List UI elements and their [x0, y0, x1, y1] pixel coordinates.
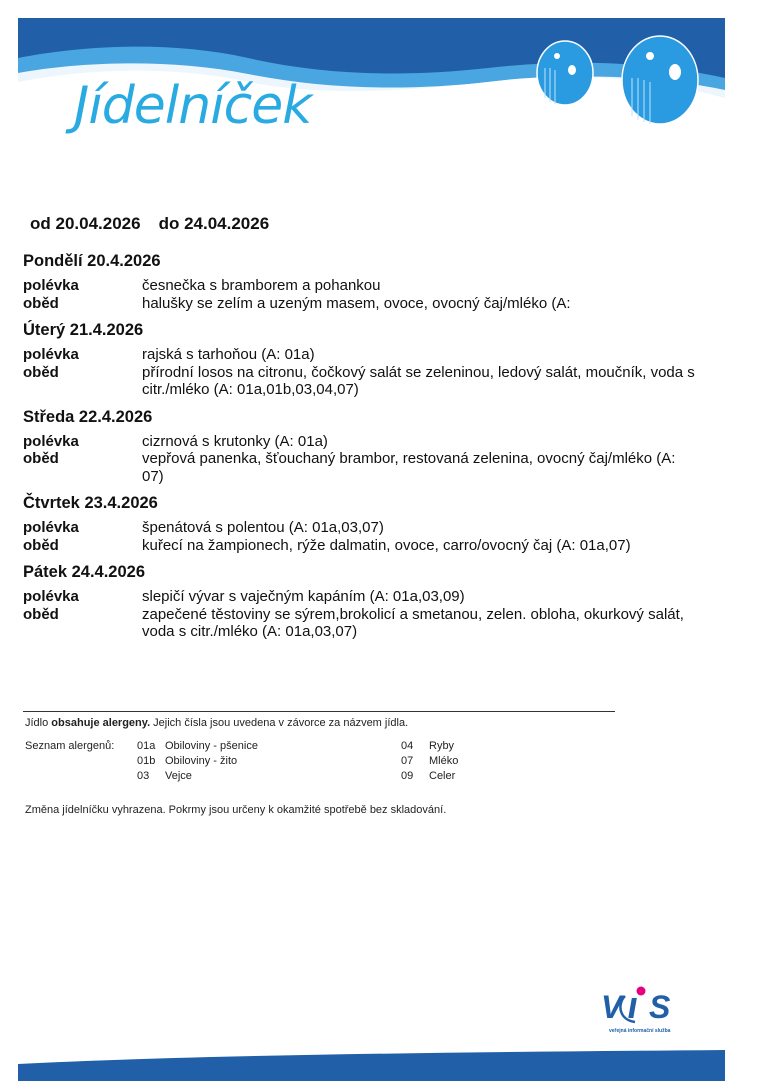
day-tuesday	[23, 321, 703, 399]
day-title: Středa 22.4.2026	[23, 407, 153, 426]
allergen-code: 07	[401, 755, 414, 767]
day-title: Pondělí 20.4.2026	[23, 252, 161, 270]
whales-illustration-icon	[520, 28, 710, 128]
allergen-item	[401, 754, 458, 769]
svg-text:V: V	[601, 989, 623, 1025]
day-thursday	[23, 494, 703, 554]
allergen-item	[137, 754, 237, 769]
lunch-dish: přírodní losos na citronu, čočkový salát se zeleninou, ledový salát, moučník, voda s citr./mléko (A: 01a,01b,03,04,07)	[142, 363, 695, 398]
lunch-dish: kuřecí na žampionech, rýže dalmatin, ovoce, carro/ovocný čaj (A: 01a,07)	[142, 536, 631, 554]
allergen-code: 09	[401, 770, 414, 782]
divider	[23, 711, 615, 712]
lunch-label: oběd	[23, 363, 59, 381]
allergen-name: Obiloviny - pšenice	[165, 740, 258, 752]
svg-text:S: S	[649, 989, 671, 1025]
day-title: Úterý 21.4.2026	[23, 321, 144, 339]
footer-wave	[18, 1050, 725, 1081]
allergen-item	[137, 739, 258, 754]
day-title: Čtvrtek 23.4.2026	[23, 494, 158, 512]
day-friday	[23, 563, 703, 641]
soup-dish: rajská s tarhoňou (A: 01a)	[142, 346, 315, 363]
date-range	[30, 214, 287, 234]
allergen-code: 04	[401, 740, 414, 752]
soup-dish: česnečka s bramborem a pohankou	[142, 277, 381, 294]
soup-dish: cizrnová s krutonky (A: 01a)	[142, 432, 328, 450]
allergen-name: Vejce	[165, 770, 192, 782]
allergen-note	[25, 717, 408, 729]
weekly-menu	[23, 252, 703, 650]
svg-text:veřejná informační služba: veřejná informační služba	[609, 1028, 671, 1034]
page-title: Jídelníček	[74, 76, 312, 136]
soup-label: polévka	[23, 519, 79, 536]
note-text: Jídlo	[25, 717, 52, 729]
allergen-name: Obiloviny - žito	[165, 755, 238, 767]
lunch-label: oběd	[23, 450, 59, 467]
soup-label: polévka	[23, 346, 79, 363]
day-wednesday	[23, 408, 703, 486]
date-to: do 24.04.2026	[158, 214, 270, 233]
lunch-dish: zapečené těstoviny se sýrem,brokolicí a smetanou, zelen. obloha, okurkový salát, voda s citr./mléko (A: 01a,03,07)	[142, 605, 684, 640]
note-bold: obsahuje alergeny.	[51, 717, 151, 729]
allergen-code: 01b	[137, 755, 156, 767]
day-title: Pátek 24.4.2026	[23, 563, 146, 581]
date-from: od 20.04.2026	[30, 214, 141, 233]
allergen-name: Mléko	[429, 755, 459, 767]
allergen-name: Ryby	[429, 740, 455, 752]
allergen-code: 01a	[137, 740, 156, 752]
allergen-code: 03	[137, 770, 150, 782]
vis-logo-icon	[595, 980, 695, 1040]
lunch-label: oběd	[23, 605, 59, 623]
day-monday	[23, 252, 703, 312]
change-notice: Změna jídelníčku vyhrazena. Pokrmy jsou určeny k okamžité spotřebě bez skladování.	[25, 804, 447, 816]
soup-label: polévka	[23, 588, 79, 605]
soup-label: polévka	[23, 432, 79, 450]
lunch-dish: vepřová panenka, šťouchaný brambor, restovaná zelenina, ovocný čaj/mléko (A: 07)	[142, 450, 676, 485]
allergen-name: Celer	[429, 770, 456, 782]
allergen-item	[137, 769, 192, 784]
note-text: Jejich čísla jsou uvedena v závorce za názvem jídla.	[150, 717, 409, 729]
lunch-label: oběd	[23, 294, 59, 312]
lunch-dish: halušky se zelím a uzeným masem, ovoce, ovocný čaj/mléko (A:	[142, 294, 571, 312]
soup-dish: špenátová s polentou (A: 01a,03,07)	[142, 519, 384, 536]
soup-dish: slepičí vývar s vaječným kapáním (A: 01a,03,09)	[142, 588, 465, 605]
soup-label: polévka	[23, 277, 79, 294]
lunch-label: oběd	[23, 536, 59, 554]
allergen-list-label: Seznam alergenů:	[25, 740, 115, 752]
allergen-item	[401, 769, 455, 784]
allergen-item	[401, 739, 454, 754]
